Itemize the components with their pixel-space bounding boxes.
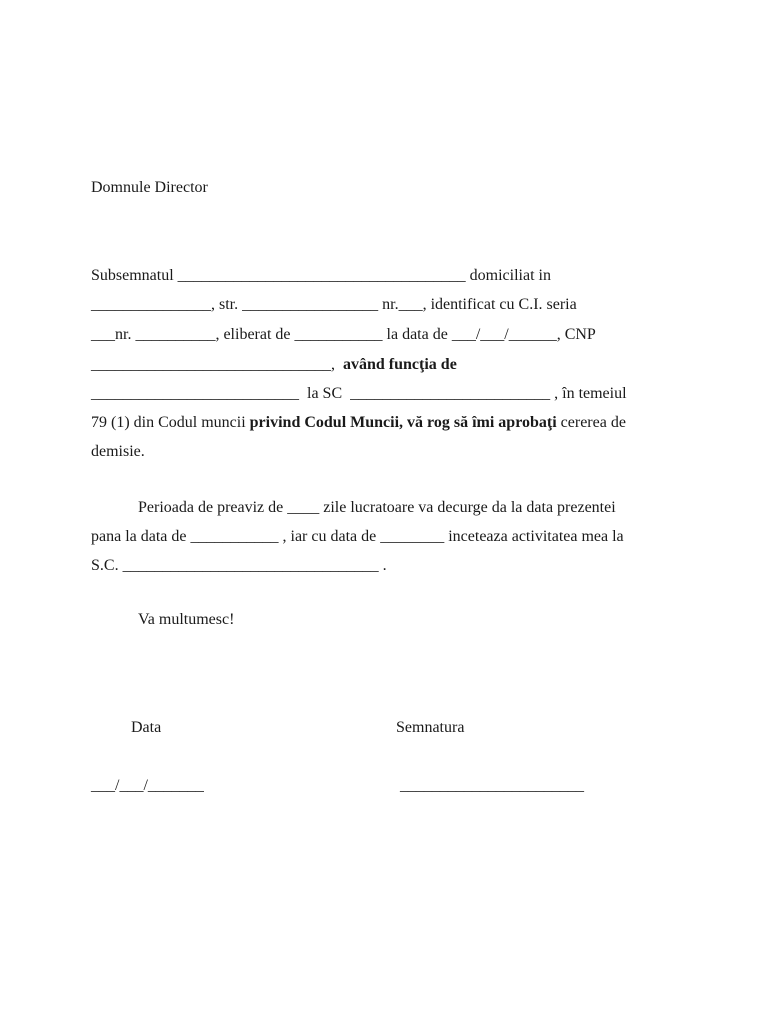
date-label: Data	[131, 719, 162, 736]
request-line-6-text-a: 79 (1) din Codul muncii	[91, 414, 250, 431]
request-line-2	[91, 295, 577, 315]
request-line-1-text: Subsemnatul ____________________________________ domiciliat in	[91, 267, 551, 284]
salutation: Domnule Director	[91, 179, 208, 196]
notice-line-3: S.C. ________________________________ .	[91, 557, 387, 574]
notice-line-1: Perioada de preaviz de ____ zile lucratoare va decurge da la data prezentei	[138, 499, 616, 516]
request-line-5	[91, 384, 627, 404]
request-line-7-text: demisie.	[91, 443, 145, 460]
function-label: având funcţia de	[343, 356, 457, 373]
date-blank: ___/___/_______	[91, 777, 204, 794]
request-line-5-text: __________________________ la SC _________________________ , în temeiul	[91, 385, 627, 402]
signature-label: Semnatura	[396, 719, 465, 736]
request-line-6-text-c: cererea de	[556, 414, 626, 431]
signature-blank: _______________________	[400, 777, 584, 794]
request-line-6-bold: privind Codul Muncii, vă rog să îmi aprobaţi	[249, 414, 557, 431]
request-line-2-text: _______________, str. _________________ nr.___, identificat cu C.I. seria	[91, 296, 577, 313]
request-line-1	[91, 266, 551, 286]
request-line-4-text: ______________________________,	[91, 356, 343, 373]
closing-text: Va multumesc!	[138, 611, 235, 628]
request-line-4	[91, 355, 457, 375]
request-line-3	[91, 325, 596, 345]
notice-line-2: pana la data de ___________ , iar cu data de ________ inceteaza activitatea mea la	[91, 528, 624, 545]
request-line-6	[91, 413, 626, 433]
request-line-7	[91, 442, 145, 462]
request-line-3-text: ___nr. __________, eliberat de ___________ la data de ___/___/______, CNP	[91, 326, 596, 343]
